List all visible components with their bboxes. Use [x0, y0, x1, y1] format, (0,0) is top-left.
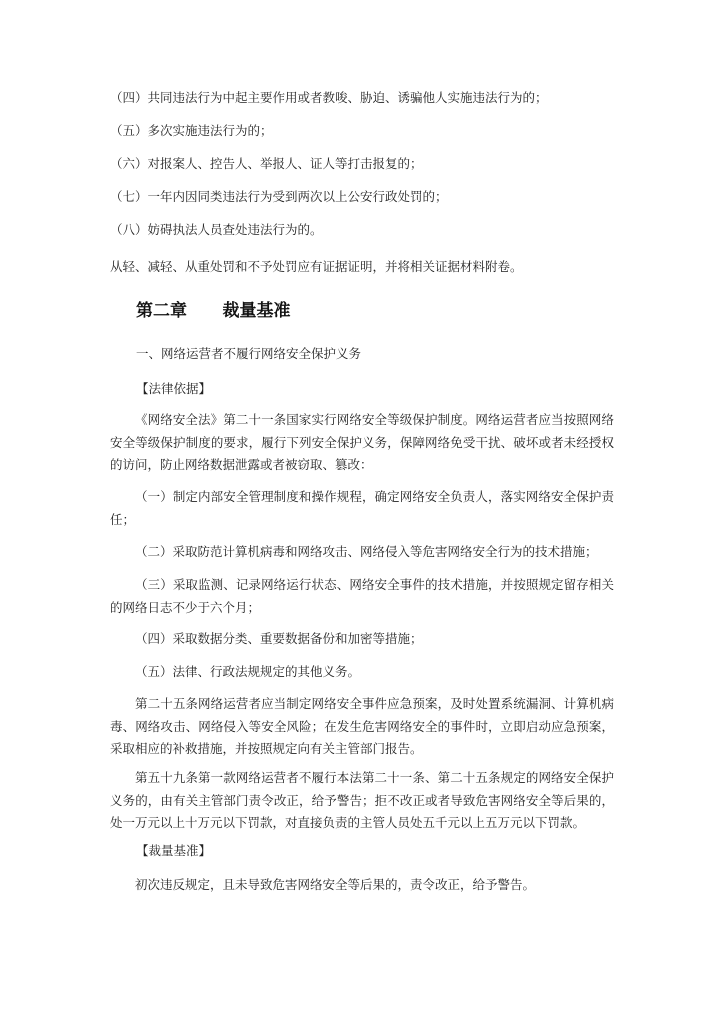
duty-item-5: （五）法律、行政法规规定的其他义务。: [135, 664, 361, 679]
list-item-5: （五）多次实施违法行为的；: [110, 123, 273, 138]
list-item-4: （四）共同违法行为中起主要作用或者教唆、胁迫、诱骗他人实施违法行为的；: [110, 90, 548, 105]
article-21-paragraph: 《网络安全法》第二十一条国家实行网络安全等级保护制度。网络运营者应当按照网络安全等级保护制度的要求，履行下列安全保护义务，保障网络免受干扰、破坏或者未经授权的访问，防止网络数据泄露或者被窃取、篡改：: [110, 412, 614, 472]
chapter-title: 裁量基准: [222, 301, 291, 321]
chapter-heading: [136, 299, 291, 323]
duty-item-3: （三）采取监测、记录网络运行状态、网络安全事件的技术措施，并按照规定留存相关的网络日志不少于六个月；: [110, 577, 614, 615]
article-25-paragraph: 第二十五条网络运营者应当制定网络安全事件应急预案，及时处置系统漏洞、计算机病毒、网络攻击、网络侵入等安全风险；在发生危害网络安全的事件时，立即启动应急预案，采取相应的补救措施，并按照规定向有关主管部门报告。: [110, 696, 614, 756]
duty-item-4: （四）采取数据分类、重要数据备份和加密等措施；: [135, 631, 423, 646]
list-item-7: （七）一年内因同类违法行为受到两次以上公安行政处罚的；: [110, 189, 448, 204]
duty-item-1: （一）制定内部安全管理制度和操作规程，确定网络安全负责人，落实网络安全保护责任；: [110, 489, 614, 527]
duty-item-2: （二）采取防范计算机病毒和网络攻击、网络侵入等危害网络安全行为的技术措施；: [135, 544, 598, 559]
summary-paragraph: 从轻、减轻、从重处罚和不予处罚应有证据证明，并将相关证据材料附卷。: [110, 259, 523, 274]
section-title: 一、网络运营者不履行网络安全保护义务: [136, 346, 362, 361]
chapter-number: 第二章: [136, 301, 187, 321]
standard-paragraph: 初次违反规定，且未导致危害网络安全等后果的，责令改正，给予警告。: [135, 877, 536, 892]
standard-heading: 【裁量基准】: [136, 843, 212, 858]
legal-basis-heading: 【法律依据】: [136, 381, 212, 396]
article-59-paragraph: 第五十九条第一款网络运营者不履行本法第二十一条、第二十五条规定的网络安全保护义务的，由有关主管部门责令改正，给予警告；拒不改正或者导致危害网络安全等后果的，处一万元以上十万元以下罚款，对直接负责的主管人员处五千元以上五万元以下罚款。: [110, 770, 614, 830]
list-item-6: （六）对报案人、控告人、举报人、证人等打击报复的；: [110, 156, 423, 171]
list-item-8: （八）妨碍执法人员查处违法行为的。: [110, 222, 323, 237]
